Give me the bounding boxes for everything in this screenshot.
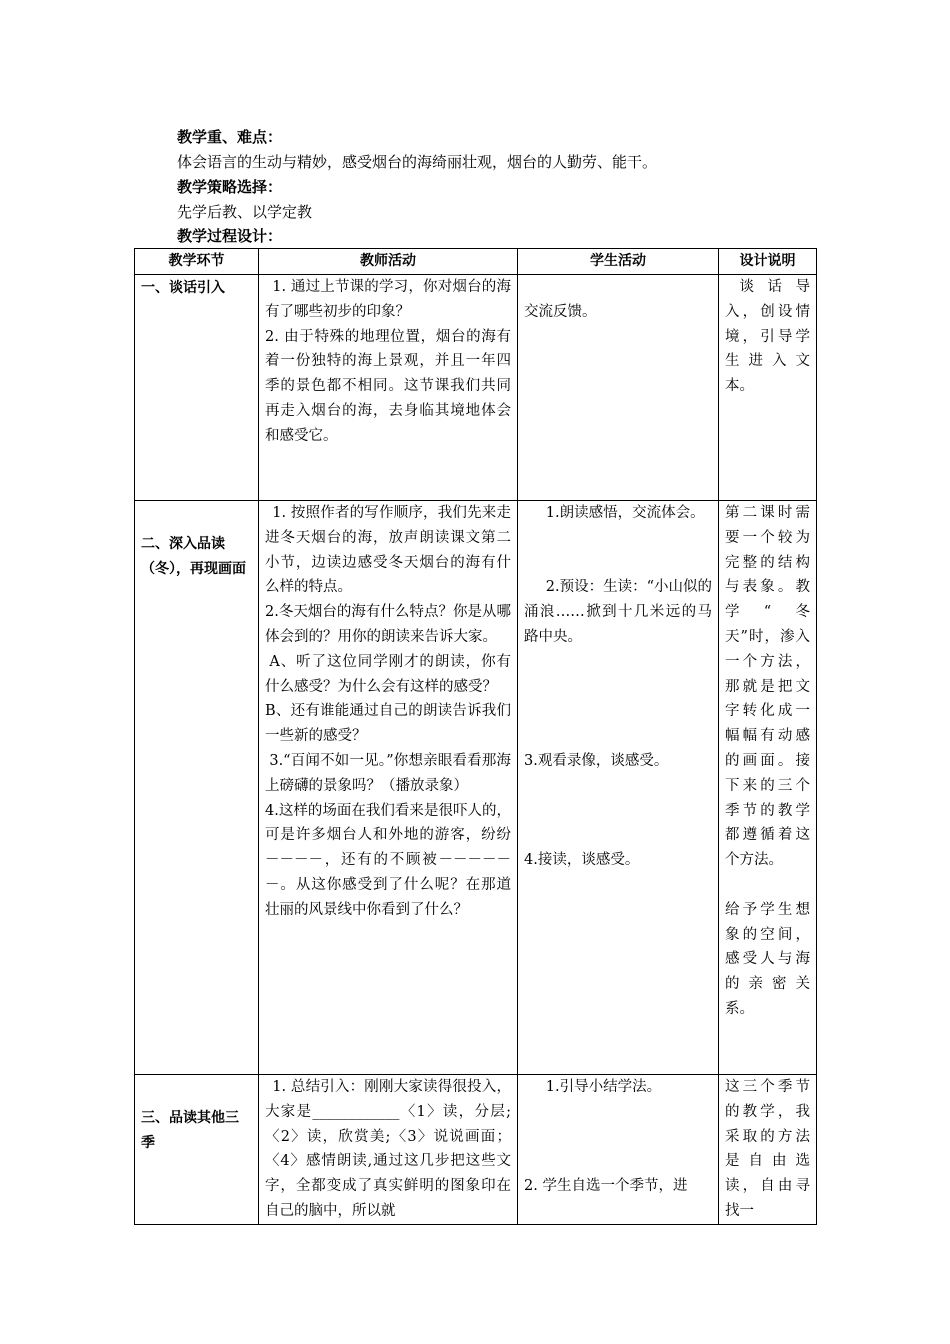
student-item: 交流反馈。: [524, 303, 597, 320]
student-item: 2.预设：生读：“小山似的涌浪……掀到十几米远的马路中央。: [524, 579, 712, 645]
column-header-stage: 教学环节: [135, 249, 259, 275]
table-header-row: [135, 249, 817, 275]
table-row: [135, 275, 817, 501]
column-header-design: 设计说明: [719, 249, 817, 275]
teacher-item: 1. 按照作者的写作顺序，我们先来走进冬天烟台的海，放声朗读课文第二小节，边读边感受冬天烟台的海有什么样的特点。: [265, 505, 511, 596]
column-header-teacher: 教师活动: [259, 249, 518, 275]
table-row: [135, 1075, 817, 1225]
stage-label: 二、深入品读（冬），再现画面: [141, 535, 246, 577]
student-item: 1.引导小结学法。: [545, 1079, 662, 1095]
teacher-item: A、听了这位同学刚才的朗读，你有什么感受？为什么会有这样的感受？: [265, 653, 511, 695]
teacher-item: 1. 通过上节课的学习，你对烟台的海有了哪些初步的印象？: [265, 279, 511, 320]
student-item: 2. 学生自选一个季节，进: [524, 1178, 688, 1195]
design-cell: [719, 275, 817, 501]
stage-cell: [135, 1075, 259, 1225]
table-row: [135, 501, 817, 1075]
design-note: 这三个季节的教学，我采取的方法是自由选读，自由寻找一: [725, 1079, 810, 1219]
teacher-item: 2.冬天烟台的海有什么特点？你是从哪体会到的？用你的朗读来告诉大家。: [265, 604, 511, 645]
stage-label: 一、谈话引入: [141, 280, 225, 296]
student-item: 1.朗读感悟，交流体会。: [545, 505, 705, 521]
stage-cell: [135, 501, 259, 1075]
teacher-item: B、还有谁能通过自己的朗读告诉我们一些新的感受？: [265, 703, 511, 745]
design-cell: [719, 1075, 817, 1225]
process-title: 教学过程设计：: [177, 227, 283, 245]
teacher-cell: [259, 501, 518, 1075]
student-item: 4.接读，谈感受。: [524, 852, 640, 869]
stage-cell: [135, 275, 259, 501]
student-cell: [518, 1075, 719, 1225]
student-item: 3.观看录像，谈感受。: [524, 752, 669, 769]
teacher-cell: [259, 1075, 518, 1225]
column-header-student: 学生活动: [518, 249, 719, 275]
design-note: 给予学生想象的空间，感受人与海的亲密关系。: [725, 901, 810, 1017]
strategy-text: 先学后教、以学定教: [177, 203, 313, 221]
student-cell: [518, 501, 719, 1075]
teacher-item: 3.“百闻不如一见。”你想亲眼看看那海上磅礴的景象吗？（播放录象）: [265, 752, 511, 794]
student-cell: [518, 275, 719, 501]
design-note: 第二课时需要一个较为完整的结构与表象。教学“冬天”时，渗入一个方法，那就是把文字转化成一幅幅有动感的画面。接下来的三个季节的教学都遵循着这个方法。: [725, 505, 810, 869]
key-points-title: 教学重、难点：: [177, 128, 283, 146]
design-cell: [719, 501, 817, 1075]
strategy-title: 教学策略选择：: [177, 178, 283, 196]
stage-label: 三、品读其他三季: [141, 1109, 239, 1151]
teacher-cell: [259, 275, 518, 501]
teacher-item: 4.这样的场面在我们看来是很吓人的，可是许多烟台人和外地的游客，纷纷－－－－，还有的不顾被－－－－－－。从这你感受到了什么呢？在那道壮丽的风景线中你看到了什么？: [265, 802, 511, 918]
teacher-item: 1. 总结引入：刚刚大家读得很投入，大家是____________〈1〉读，分层;〈2〉读，欣赏美;〈3〉说说画面；〈4〉感情朗读,通过这几步把这些文字，全都变成了真实鲜明的图象印在自己的脑中，所以就: [265, 1079, 511, 1219]
teaching-process-table: [134, 248, 817, 1225]
teacher-item: 2. 由于特殊的地理位置，烟台的海有着一份独特的海上景观，并且一年四季的景色都不相同。这节课我们共同再走入烟台的海，去身临其境地体会和感受它。: [265, 328, 511, 444]
key-points-text: 体会语言的生动与精妙，感受烟台的海绮丽壮观，烟台的人勤劳、能干。: [177, 153, 658, 171]
design-note: 谈话导入，创设情境，引导学生进入文本。: [725, 279, 810, 395]
